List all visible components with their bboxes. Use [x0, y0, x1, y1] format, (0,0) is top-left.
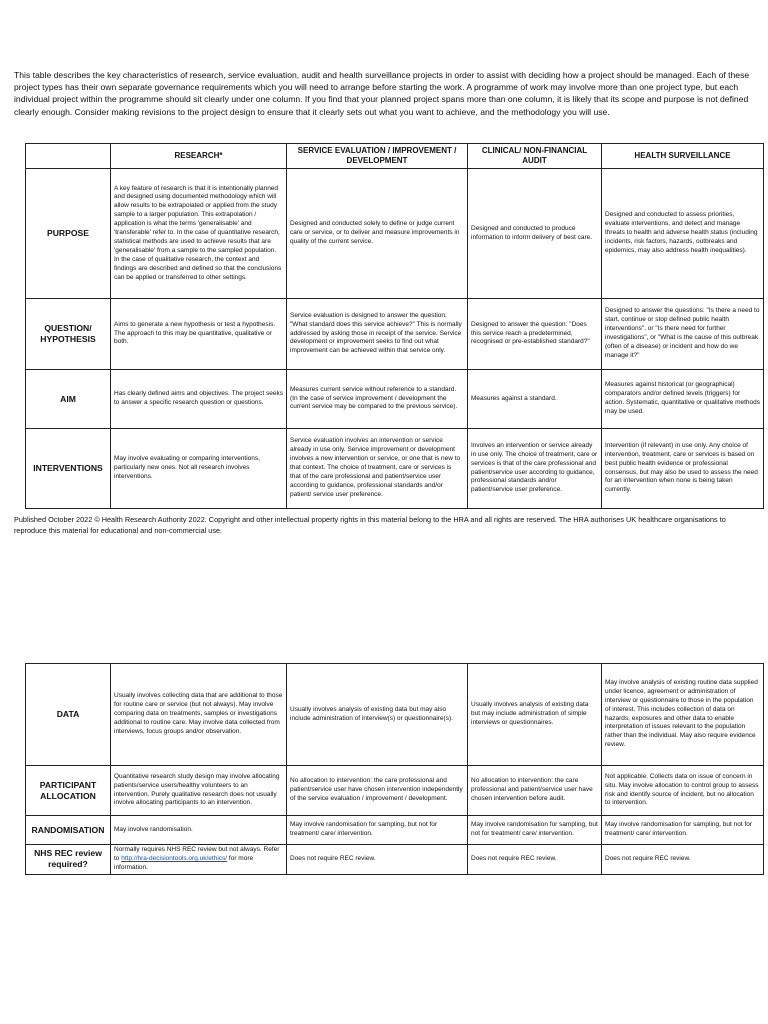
cell-research: [111, 845, 287, 875]
characteristics-table-2: [25, 663, 764, 875]
row-label: AIM: [26, 370, 111, 429]
cell-research: Quantitative research study design may involve allocating patients/service users/healthy volunteers to an intervention. Purely qualitative research does not usually involve allocating participants to an intervention.: [111, 766, 287, 816]
characteristics-table-1: [25, 143, 764, 509]
cell-audit: May involve randomisation for sampling, but not for treatment/ care/ intervention.: [468, 816, 602, 845]
cell-research: Usually involves collecting data that are additional to those for routine care or service (but not always). May involve comparing data on treatments, samples or investigations additional to routine care. May involve data collected from interviews, focus groups and/or observation.: [111, 664, 287, 766]
table-row-rec-review: [26, 845, 764, 875]
rec-text-suffix: for more information.: [114, 854, 254, 871]
row-label: QUESTION/ HYPOTHESIS: [26, 299, 111, 370]
header-research: RESEARCH*: [111, 144, 287, 169]
cell-service-evaluation: Does not require REC review.: [287, 845, 468, 875]
table-header-row: [26, 144, 764, 169]
table-row-question: [26, 299, 764, 370]
table-row-interventions: [26, 429, 764, 509]
cell-service-evaluation: Usually involves analysis of existing data but may also include administration of interview(s) or questionnaire(s).: [287, 664, 468, 766]
row-label: INTERVENTIONS: [26, 429, 111, 509]
cell-research: A key feature of research is that it is intentionally planned and designed using documented methodology which will allow results to be extrapolated or applied from the study sample to a larger population. This extrapolation / application is what the terms 'generalisable' and 'transferable' refer to. In the case of quantitative research, statistical methods are used to achieve results that are 'generalisable' from a sample to the sampled population. In the case of qualitative research, the context and findings are described and defined so that the conclusions can be applied or transferred to other settings.: [111, 169, 287, 299]
table-row-aim: [26, 370, 764, 429]
cell-audit: Designed to answer the question: "Does this service reach a predetermined, recognised or pre-established standard?": [468, 299, 602, 370]
cell-audit: Designed and conducted to produce information to inform delivery of best care.: [468, 169, 602, 299]
cell-health-surveillance: Designed and conducted to assess priorities, evaluate interventions, and detect and manage threats to health and adverse health status (including incidents, risk factors, hazards, outbreaks and epidemics, may also address health inequalities).: [602, 169, 764, 299]
row-label: PURPOSE: [26, 169, 111, 299]
cell-health-surveillance: May involve analysis of existing routine data supplied under licence, agreement or administration of interview or questionnaire to those in the population of interest. This includes collection of data on hazards, exposures and other data to enable interpretation of issues relevant to the population rather than the individual. May also require evidence review.: [602, 664, 764, 766]
header-empty: [26, 144, 111, 169]
table-row-participant-allocation: [26, 766, 764, 816]
cell-health-surveillance: Measures against historical (or geographical) comparators and/or defined levels (triggers) for action. Systematic, quantitative or qualitative methods may be used.: [602, 370, 764, 429]
cell-service-evaluation: Service evaluation involves an intervention or service already in use only. Service improvement or development involves a new intervention or service, or one that is new to that context. The choice of treatment, care or services is that of the care professional and patient/service user according to guidance, professional standards and/or patient/ service user preference.: [287, 429, 468, 509]
header-audit: CLINICAL/ NON-FINANCIAL AUDIT: [468, 144, 602, 169]
cell-audit: Involves an intervention or service already in use only. The choice of treatment, care or services is that of the care professional and patient/service user according to guidance, professional standards and/or patient/service user preference.: [468, 429, 602, 509]
cell-research: Has clearly defined aims and objectives. The project seeks to answer a specific research question or questions.: [111, 370, 287, 429]
table-row-purpose: [26, 169, 764, 299]
row-label: RANDOMISATION: [26, 816, 111, 845]
cell-health-surveillance: Not applicable. Collects data on issue of concern in situ. May involve allocation to control group to assess risk and identify source of incident, but no allocation to intervention.: [602, 766, 764, 816]
cell-health-surveillance: Designed to answer the questions: "Is there a need to start, continue or stop defined public health interventions", or "Is there need for further investigations", or "What is the cause of this outbreak (often of a disease) or incident and how do we manage it?": [602, 299, 764, 370]
cell-health-surveillance: May involve randomisation for sampling, but not for treatment/ care/ intervention.: [602, 816, 764, 845]
copyright-notice: Published October 2022 © Health Research Authority 2022. Copyright and other intellectual property rights in this material belong to the HRA and all rights are reserved. The HRA authorises UK healthcare organisations to reproduce this material for educational and non-commercial use.: [14, 515, 726, 535]
table-row-data: [26, 664, 764, 766]
rec-text-prefix: Normally requires NHS REC review but not always. Refer to: [114, 846, 280, 862]
intro-paragraph: This table describes the key characteristics of research, service evaluation, audit and health surveillance projects in order to assist with deciding how a project should be managed. Each of these project types has their own separate governance requirements which you will need to arrange before starting the work. A programme of work may involve more than one project type, but each individual project within the programme should sit clearly under one column. If you find that your planned project spans more than one column, it is likely that its scope and purpose is not defined clearly enough. Consider making revisions to the project design to ensure that it clearly sets out what you want to achieve, and the methodology you will use.: [14, 70, 750, 117]
row-label: NHS REC review required?: [26, 845, 111, 875]
cell-research: May involve randomisation.: [111, 816, 287, 845]
header-service-evaluation: SERVICE EVALUATION / IMPROVEMENT / DEVELOPMENT: [287, 144, 468, 169]
cell-service-evaluation: No allocation to intervention: the care professional and patient/service user have chosen intervention independently of the service evaluation / improvement / development.: [287, 766, 468, 816]
cell-research: May involve evaluating or comparing interventions, particularly new ones. Not all research involves interventions.: [111, 429, 287, 509]
ethics-decision-tool-link[interactable]: http://hra-decisiontools.org.uk/ethics/: [121, 854, 228, 862]
row-label: DATA: [26, 664, 111, 766]
cell-audit: No allocation to intervention: the care professional and patient/service user have chosen intervention before audit.: [468, 766, 602, 816]
table-row-randomisation: [26, 816, 764, 845]
header-health-surveillance: HEALTH SURVEILLANCE: [602, 144, 764, 169]
cell-audit: Measures against a standard.: [468, 370, 602, 429]
cell-health-surveillance: Intervention (if relevant) in use only. Any choice of intervention, treatment, care or services is based on best public health evidence or professional consensus, but may also be used to assess the need for an intervention when none is being taken currently.: [602, 429, 764, 509]
cell-health-surveillance: Does not require REC review.: [602, 845, 764, 875]
cell-service-evaluation: Designed and conducted solely to define or judge current care or service, or to deliver and measure improvements in quality of the current service.: [287, 169, 468, 299]
cell-service-evaluation: Measures current service without reference to a standard. (In the case of service improvement / development the current service may be compared to the previous service).: [287, 370, 468, 429]
cell-research: Aims to generate a new hypothesis or test a hypothesis. The approach to this may be quantitative, qualitative or both.: [111, 299, 287, 370]
row-label: PARTICIPANT ALLOCATION: [26, 766, 111, 816]
cell-audit: Does not require REC review.: [468, 845, 602, 875]
cell-service-evaluation: Service evaluation is designed to answer the question: "What standard does this service achieve?" This is normally addressed by asking those in receipt of the service. Service development or improvement seeks to find out what improvement can be achieved within that service only.: [287, 299, 468, 370]
cell-service-evaluation: May involve randomisation for sampling, but not for treatment/ care/ intervention.: [287, 816, 468, 845]
cell-audit: Usually involves analysis of existing data but may include administration of simple interviews or questionnaires.: [468, 664, 602, 766]
